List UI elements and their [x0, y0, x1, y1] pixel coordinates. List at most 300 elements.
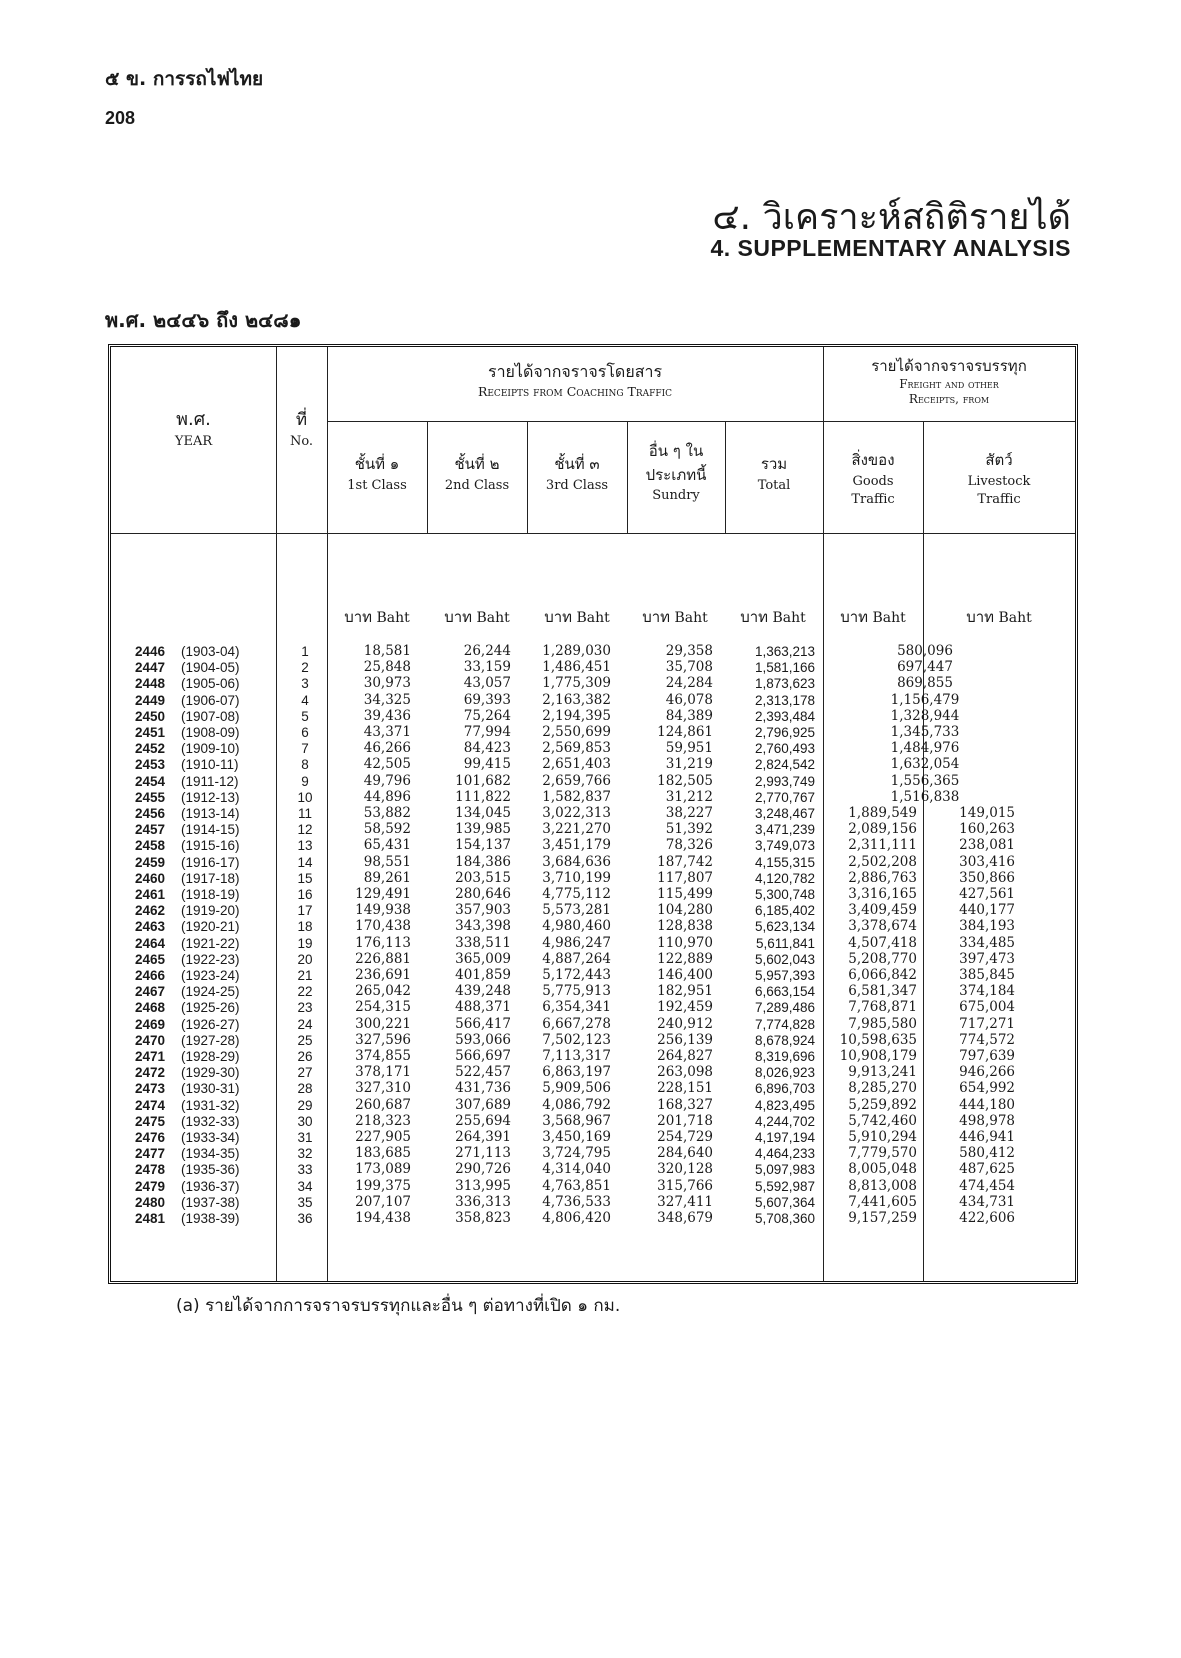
freight-combined-value: 1,556,365 — [890, 772, 960, 789]
year-gregorian: (1918-19) — [181, 887, 240, 902]
third-class-value: 6,863,197 — [542, 1064, 611, 1081]
second-class-value: 134,045 — [455, 805, 511, 821]
third-class-value: 2,569,853 — [542, 740, 611, 757]
livestock-value: 498,978 — [959, 1112, 1015, 1129]
sundry-value: 35,708 — [665, 659, 713, 676]
section-title-english: 4. SUPPLEMENTARY ANALYSIS — [710, 235, 1071, 261]
col-header-3rd-class: ชั้นที่ ๓ 3rd Class — [545, 455, 609, 493]
second-class-value: 439,248 — [455, 983, 511, 1000]
year-gregorian: (1908-09) — [181, 725, 240, 740]
first-class-value: 194,438 — [355, 1210, 411, 1226]
sundry-value: 51,392 — [665, 821, 713, 838]
total-value: 8,026,923 — [754, 1065, 815, 1081]
sundry-value: 192,459 — [657, 999, 713, 1016]
table-row: 2456 (1913-14) 11 53,882 134,045 3,022,313 38,227 3,248,467 1,889,549 149,015 — [135, 805, 1015, 821]
first-class-value: 30,973 — [363, 675, 411, 692]
third-class-value: 4,986,247 — [542, 934, 611, 951]
year-gregorian: (1931-32) — [181, 1097, 240, 1113]
year-gregorian: (1921-22) — [181, 935, 240, 951]
freight-combined-value: 1,345,733 — [890, 724, 960, 740]
livestock-value: 397,473 — [959, 950, 1015, 967]
year-gregorian: (1915-16) — [181, 838, 240, 854]
third-class-value: 3,022,313 — [542, 805, 611, 821]
year-gregorian: (1903-04) — [181, 644, 240, 659]
sundry-value: 320,128 — [657, 1161, 713, 1178]
sundry-value: 110,970 — [657, 934, 713, 951]
second-class-value: 343,398 — [455, 918, 511, 935]
goods-value: 5,742,460 — [848, 1112, 917, 1129]
third-class-value: 1,486,451 — [542, 659, 611, 676]
table-row: 2477 (1934-35) 32 183,685 271,113 3,724,795 284,640 4,464,233 7,779,570 580,412 — [135, 1145, 1015, 1162]
table-row: 2461 (1918-19) 16 129,491 280,646 4,775,112 115,499 5,300,748 3,316,165 427,561 — [135, 886, 1015, 902]
livestock-value: 160,263 — [959, 821, 1015, 838]
first-class-value: 327,596 — [355, 1031, 411, 1048]
livestock-value: 149,015 — [959, 805, 1015, 821]
table-row: 2481 (1938-39) 36 194,438 358,823 4,806,420 348,679 5,708,360 9,157,259 422,606 — [135, 1210, 1015, 1226]
livestock-value: 385,845 — [959, 967, 1015, 983]
sundry-value: 84,389 — [665, 707, 713, 724]
sundry-value: 348,679 — [657, 1210, 713, 1226]
second-class-value: 522,457 — [455, 1064, 511, 1081]
row-number: 17 — [297, 903, 313, 919]
sundry-value: 201,718 — [657, 1112, 713, 1129]
row-number: 18 — [297, 919, 313, 935]
year-gregorian: (1916-17) — [181, 854, 240, 870]
first-class-value: 227,905 — [355, 1129, 411, 1145]
third-class-value: 2,659,766 — [542, 772, 611, 789]
first-class-value: 46,266 — [363, 740, 411, 757]
table-row: 2447 (1904-05) 2 25,848 33,159 1,486,451 35,708 1,581,166 697,447 — [111, 659, 1075, 676]
third-class-value: 3,450,169 — [542, 1129, 611, 1145]
first-class-value: 58,592 — [363, 821, 411, 838]
total-value: 1,363,213 — [754, 644, 815, 659]
livestock-value: 797,639 — [959, 1048, 1015, 1064]
second-class-value: 111,822 — [455, 788, 511, 805]
third-class-value: 3,568,967 — [542, 1112, 611, 1129]
table-row: 2463 (1920-21) 18 170,438 343,398 4,980,460 128,838 5,623,134 3,378,674 384,193 — [135, 918, 1015, 935]
total-value: 3,471,239 — [754, 822, 815, 838]
table-row: 2478 (1935-36) 33 173,089 290,726 4,314,040 320,128 5,097,983 8,005,048 487,625 — [135, 1161, 1015, 1178]
total-value: 7,289,486 — [754, 1000, 815, 1016]
third-class-value: 4,887,264 — [542, 950, 611, 967]
goods-value: 10,908,179 — [839, 1048, 917, 1064]
running-header: ๕ ข. การรถไฟไทย — [105, 68, 264, 90]
table-row: 2458 (1915-16) 13 65,431 154,137 3,451,179 78,326 3,749,073 2,311,111 238,081 — [135, 837, 1015, 854]
second-class-value: 566,417 — [455, 1015, 511, 1032]
table-row: 2468 (1925-26) 23 254,315 488,371 6,354,341 192,459 7,289,486 7,768,871 675,004 — [135, 999, 1015, 1016]
row-number: 34 — [297, 1178, 313, 1194]
first-class-value: 43,371 — [363, 724, 411, 740]
goods-value: 10,598,635 — [839, 1031, 917, 1048]
row-number: 3 — [301, 676, 309, 692]
year-gregorian: (1922-23) — [181, 951, 240, 967]
total-value: 5,592,987 — [754, 1178, 815, 1194]
third-class-value: 3,684,636 — [542, 853, 611, 870]
first-class-value: 42,505 — [363, 756, 411, 773]
row-number: 33 — [297, 1162, 313, 1178]
row-number: 20 — [297, 951, 313, 967]
third-class-value: 4,736,533 — [542, 1193, 611, 1210]
sundry-value: 228,151 — [657, 1080, 713, 1097]
freight-combined-value: 1,516,838 — [890, 788, 960, 805]
first-class-value: 129,491 — [355, 886, 411, 902]
total-value: 5,957,393 — [754, 968, 815, 983]
row-number: 7 — [301, 741, 309, 757]
sundry-value: 29,358 — [665, 643, 713, 659]
total-value: 2,760,493 — [754, 741, 815, 757]
livestock-value: 374,184 — [959, 983, 1015, 1000]
livestock-value: 946,266 — [959, 1064, 1015, 1081]
first-class-value: 18,581 — [363, 643, 411, 659]
total-value: 4,197,194 — [754, 1130, 815, 1145]
third-class-value: 5,172,443 — [542, 967, 611, 983]
year-gregorian: (1935-36) — [181, 1162, 240, 1178]
table-row: 2462 (1919-20) 17 149,938 357,903 5,573,281 104,280 6,185,402 3,409,459 440,177 — [135, 902, 1015, 919]
col-header-livestock: สัตว์ Livestock Traffic — [967, 451, 1031, 507]
goods-value: 2,886,763 — [848, 869, 917, 886]
total-value: 5,097,983 — [754, 1162, 815, 1178]
goods-value: 6,066,842 — [848, 967, 917, 983]
second-class-value: 99,415 — [463, 756, 511, 773]
sundry-value: 78,326 — [665, 837, 713, 854]
year-gregorian: (1913-14) — [181, 806, 240, 821]
row-number: 14 — [297, 854, 313, 870]
first-class-value: 236,691 — [355, 967, 411, 983]
total-value: 5,300,748 — [754, 887, 815, 902]
sundry-value: 31,212 — [665, 788, 713, 805]
second-class-value: 280,646 — [455, 886, 511, 902]
table-row: 2464 (1921-22) 19 176,113 338,511 4,986,247 110,970 5,611,841 4,507,418 334,485 — [135, 934, 1015, 951]
sundry-value: 264,827 — [657, 1048, 713, 1064]
freight-combined-value: 1,328,944 — [890, 707, 960, 724]
total-value: 6,185,402 — [754, 903, 815, 919]
unit-label: บาท Baht — [444, 608, 510, 626]
col-header-sundry: อื่น ๆ ใน ประเภทนี้ Sundry — [645, 442, 707, 503]
total-value: 4,244,702 — [754, 1113, 815, 1129]
year-gregorian: (1928-29) — [181, 1049, 240, 1064]
total-value: 4,120,782 — [754, 870, 815, 886]
section-title-thai: ๔. วิเคราะห์สถิติรายได้ — [712, 197, 1071, 238]
unit-label: บาท Baht — [544, 608, 610, 626]
row-number: 16 — [297, 887, 313, 902]
total-value: 2,393,484 — [754, 708, 815, 724]
second-class-value: 255,694 — [455, 1112, 511, 1129]
second-class-value: 101,682 — [455, 772, 511, 789]
first-class-value: 226,881 — [355, 950, 411, 967]
third-class-value: 2,194,395 — [542, 707, 611, 724]
freight-combined-value: 697,447 — [897, 659, 953, 676]
first-class-value: 34,325 — [363, 691, 411, 708]
year-gregorian: (1923-24) — [181, 968, 240, 983]
second-class-value: 43,057 — [463, 675, 511, 692]
year-gregorian: (1905-06) — [181, 676, 240, 692]
table-row: 2474 (1931-32) 29 260,687 307,689 4,086,792 168,327 4,823,495 5,259,892 444,180 — [135, 1096, 1015, 1113]
year-gregorian: (1936-37) — [181, 1178, 240, 1194]
goods-value: 8,285,270 — [848, 1080, 917, 1097]
unit-label: บาท Baht — [344, 608, 410, 626]
third-class-value: 6,667,278 — [542, 1015, 611, 1032]
col-header-2nd-class: ชั้นที่ ๒ 2nd Class — [444, 455, 510, 493]
goods-value: 8,813,008 — [848, 1177, 917, 1194]
first-class-value: 173,089 — [355, 1161, 411, 1178]
livestock-value: 474,454 — [959, 1177, 1015, 1194]
row-number: 30 — [297, 1113, 313, 1129]
livestock-value: 238,081 — [959, 837, 1015, 854]
goods-value: 5,259,892 — [848, 1096, 917, 1113]
third-class-value: 7,113,317 — [542, 1048, 611, 1064]
first-class-value: 254,315 — [355, 999, 411, 1016]
total-value: 6,663,154 — [754, 984, 815, 1000]
table-row: 2455 (1912-13) 10 44,896 111,822 1,582,837 31,212 2,770,767 1,516,838 — [111, 789, 1075, 806]
third-class-value: 1,775,309 — [542, 675, 611, 692]
first-class-value: 183,685 — [355, 1145, 411, 1162]
row-number: 4 — [301, 692, 309, 708]
row-number: 22 — [297, 984, 313, 1000]
first-class-value: 149,938 — [355, 902, 411, 919]
goods-value: 5,208,770 — [848, 950, 917, 967]
first-class-value: 260,687 — [355, 1096, 411, 1113]
third-class-value: 7,502,123 — [542, 1031, 611, 1048]
sundry-value: 59,951 — [665, 740, 713, 757]
sundry-value: 254,729 — [657, 1129, 713, 1145]
first-class-value: 176,113 — [355, 934, 411, 951]
second-class-value: 358,823 — [455, 1210, 511, 1226]
livestock-value: 303,416 — [959, 853, 1015, 870]
second-class-value: 184,386 — [455, 853, 511, 870]
year-gregorian: (1938-39) — [181, 1211, 240, 1226]
row-number: 11 — [297, 806, 312, 821]
sundry-value: 117,807 — [657, 869, 713, 886]
unit-label: บาท Baht — [840, 608, 906, 626]
third-class-value: 3,451,179 — [542, 837, 611, 854]
row-number: 1 — [301, 644, 309, 659]
footnote: (a) รายได้จากการจราจรบรรทุกและอื่น ๆ ต่อทางที่เปิด ๑ กม. — [176, 1296, 621, 1316]
goods-value: 7,985,580 — [848, 1015, 917, 1032]
table-row: 2453 (1910-11) 8 42,505 99,415 2,651,403 31,219 2,824,542 1,632,054 — [111, 756, 1075, 773]
goods-value: 9,913,241 — [848, 1064, 917, 1081]
second-class-value: 154,137 — [455, 837, 511, 854]
total-value: 3,749,073 — [754, 838, 815, 854]
year-gregorian: (1910-11) — [181, 757, 239, 773]
total-value: 6,896,703 — [754, 1081, 815, 1097]
first-class-value: 265,042 — [355, 983, 411, 1000]
row-number: 19 — [297, 935, 313, 951]
col-header-1st-class: ชั้นที่ ๑ 1st Class — [347, 455, 407, 493]
sundry-value: 263,098 — [657, 1064, 713, 1081]
first-class-value: 374,855 — [355, 1048, 411, 1064]
livestock-value: 427,561 — [959, 886, 1015, 902]
second-class-value: 566,697 — [455, 1048, 511, 1064]
second-class-value: 26,244 — [463, 643, 511, 659]
sundry-value: 284,640 — [657, 1145, 713, 1162]
second-class-value: 336,313 — [455, 1193, 511, 1210]
sundry-value: 31,219 — [665, 756, 713, 773]
third-class-value: 2,550,699 — [542, 724, 611, 740]
table-row: 2450 (1907-08) 5 39,436 75,264 2,194,395 84,389 2,393,484 1,328,944 — [111, 708, 1075, 725]
row-number: 6 — [301, 725, 309, 740]
goods-value: 2,311,111 — [848, 837, 917, 854]
year-gregorian: (1904-05) — [181, 660, 240, 676]
total-value: 1,873,623 — [754, 676, 815, 692]
first-class-value: 199,375 — [355, 1177, 411, 1194]
livestock-value: 422,606 — [959, 1210, 1015, 1226]
livestock-value: 350,866 — [959, 869, 1015, 886]
first-class-value: 39,436 — [363, 707, 411, 724]
second-class-value: 357,903 — [455, 902, 511, 919]
row-number: 5 — [301, 708, 309, 724]
second-class-value: 365,009 — [455, 950, 511, 967]
second-class-value: 290,726 — [455, 1161, 511, 1178]
sundry-value: 256,139 — [657, 1031, 713, 1048]
total-value: 4,464,233 — [754, 1146, 815, 1162]
sundry-value: 315,766 — [657, 1177, 713, 1194]
second-class-value: 271,113 — [455, 1145, 511, 1162]
second-class-value: 75,264 — [463, 707, 511, 724]
livestock-value: 384,193 — [959, 918, 1015, 935]
livestock-value: 717,271 — [959, 1015, 1015, 1032]
sundry-value: 128,838 — [657, 918, 713, 935]
goods-value: 7,441,605 — [848, 1193, 917, 1210]
third-class-value: 5,775,913 — [542, 983, 611, 1000]
first-class-value: 49,796 — [363, 772, 411, 789]
third-class-value: 3,221,270 — [542, 821, 611, 838]
year-gregorian: (1909-10) — [181, 741, 240, 757]
first-class-value: 170,438 — [355, 918, 411, 935]
freight-combined-value: 1,484,976 — [890, 740, 960, 757]
year-gregorian: (1911-12) — [181, 773, 239, 789]
year-gregorian: (1912-13) — [181, 789, 240, 805]
year-gregorian: (1919-20) — [181, 903, 240, 919]
table-row: 2479 (1936-37) 34 199,375 313,995 4,763,851 315,766 5,592,987 8,813,008 474,454 — [135, 1177, 1015, 1194]
row-number: 15 — [297, 870, 313, 886]
livestock-value: 444,180 — [959, 1096, 1015, 1113]
second-class-value: 77,994 — [463, 724, 511, 740]
total-value: 5,602,043 — [754, 951, 815, 967]
second-class-value: 33,159 — [463, 659, 511, 676]
total-value: 7,774,828 — [754, 1016, 815, 1032]
first-class-value: 89,261 — [363, 869, 411, 886]
sundry-value: 122,889 — [657, 950, 713, 967]
table-row: 2473 (1930-31) 28 327,310 431,736 5,909,506 228,151 6,896,703 8,285,270 654,992 — [135, 1080, 1015, 1097]
table-row: 2472 (1929-30) 27 378,171 522,457 6,863,197 263,098 8,026,923 9,913,241 946,266 — [135, 1064, 1015, 1081]
sundry-value: 182,951 — [657, 983, 713, 1000]
total-value: 5,623,134 — [754, 919, 815, 935]
first-class-value: 98,551 — [363, 853, 411, 870]
freight-combined-value: 869,855 — [897, 675, 953, 692]
sundry-value: 182,505 — [657, 772, 713, 789]
first-class-value: 327,310 — [355, 1080, 411, 1097]
row-number: 9 — [301, 773, 309, 789]
sundry-value: 187,742 — [657, 853, 713, 870]
table-row: 2471 (1928-29) 26 374,855 566,697 7,113,317 264,827 8,319,696 10,908,179 797,639 — [135, 1048, 1015, 1064]
table-row: 2449 (1906-07) 4 34,325 69,393 2,163,382 46,078 2,313,178 1,156,479 — [111, 692, 1075, 709]
total-value: 2,993,749 — [754, 773, 815, 789]
year-gregorian: (1924-25) — [181, 984, 240, 1000]
row-number: 12 — [297, 822, 313, 838]
goods-value: 1,889,549 — [848, 805, 917, 821]
total-value: 8,319,696 — [754, 1049, 815, 1064]
second-class-value: 139,985 — [455, 821, 511, 838]
second-class-value: 313,995 — [455, 1177, 511, 1194]
row-number: 26 — [297, 1049, 313, 1064]
table-row: 2451 (1908-09) 6 43,371 77,994 2,550,699 124,861 2,796,925 1,345,733 — [111, 724, 1075, 741]
table-row: 2465 (1922-23) 20 226,881 365,009 4,887,264 122,889 5,602,043 5,208,770 397,473 — [135, 950, 1015, 967]
first-class-value: 25,848 — [363, 659, 411, 676]
sundry-value: 327,411 — [657, 1193, 713, 1210]
second-class-value: 264,391 — [455, 1129, 511, 1145]
livestock-value: 434,731 — [959, 1193, 1015, 1210]
table-row: 2476 (1933-34) 31 227,905 264,391 3,450,169 254,729 4,197,194 5,910,294 446,941 — [135, 1129, 1015, 1145]
third-class-value: 5,573,281 — [542, 902, 611, 919]
sundry-value: 24,284 — [665, 675, 713, 692]
livestock-value: 774,572 — [959, 1031, 1015, 1048]
goods-value: 3,378,674 — [848, 918, 917, 935]
year-gregorian: (1917-18) — [181, 870, 240, 886]
first-class-value: 65,431 — [363, 837, 411, 854]
sundry-value: 168,327 — [657, 1096, 713, 1113]
goods-value: 6,581,347 — [848, 983, 917, 1000]
year-gregorian: (1906-07) — [181, 692, 240, 708]
table-row: 2457 (1914-15) 12 58,592 139,985 3,221,270 51,392 3,471,239 2,089,156 160,263 — [135, 821, 1015, 838]
third-class-value: 4,775,112 — [542, 886, 611, 902]
goods-value: 2,089,156 — [848, 821, 917, 838]
second-class-value: 593,066 — [455, 1031, 511, 1048]
total-value: 5,708,360 — [754, 1211, 815, 1226]
row-number: 10 — [297, 789, 313, 805]
total-value: 1,581,166 — [754, 660, 815, 676]
third-class-value: 2,163,382 — [542, 691, 611, 708]
third-class-value: 4,086,792 — [542, 1096, 611, 1113]
first-class-value: 300,221 — [355, 1015, 411, 1032]
period-label: พ.ศ. ๒๔๔๖ ถึง ๒๔๘๑ — [105, 308, 302, 332]
goods-value: 2,502,208 — [848, 853, 917, 870]
year-header: พ.ศ. YEAR — [174, 409, 213, 449]
row-number: 8 — [301, 757, 309, 773]
row-number: 31 — [297, 1130, 313, 1145]
statistics-table — [108, 344, 1078, 1284]
total-value: 5,611,841 — [755, 935, 815, 951]
row-number: 2 — [301, 660, 309, 676]
total-value: 3,248,467 — [754, 806, 815, 821]
table-row: 2448 (1905-06) 3 30,973 43,057 1,775,309 24,284 1,873,623 869,855 — [111, 675, 1075, 692]
row-number: 25 — [297, 1032, 313, 1048]
third-class-value: 3,710,199 — [542, 869, 611, 886]
first-class-value: 207,107 — [355, 1193, 411, 1210]
third-class-value: 1,582,837 — [542, 788, 611, 805]
first-class-value: 53,882 — [363, 805, 411, 821]
no-header: ที่ No. — [289, 410, 314, 449]
row-number: 27 — [297, 1065, 313, 1081]
second-class-value: 307,689 — [455, 1096, 511, 1113]
table-row: 2470 (1927-28) 25 327,596 593,066 7,502,123 256,139 8,678,924 10,598,635 774,572 — [135, 1031, 1015, 1048]
row-number: 28 — [297, 1081, 313, 1097]
year-gregorian: (1933-34) — [181, 1130, 240, 1145]
second-class-value: 69,393 — [463, 691, 511, 708]
total-value: 2,796,925 — [754, 725, 815, 740]
table-row: 2460 (1917-18) 15 89,261 203,515 3,710,199 117,807 4,120,782 2,886,763 350,866 — [135, 869, 1015, 886]
livestock-value: 580,412 — [959, 1145, 1015, 1162]
freight-combined-value: 1,632,054 — [890, 756, 960, 773]
table-row: 2467 (1924-25) 22 265,042 439,248 5,775,913 182,951 6,663,154 6,581,347 374,184 — [135, 983, 1015, 1000]
sundry-value: 46,078 — [665, 691, 713, 708]
year-gregorian: (1930-31) — [181, 1081, 240, 1097]
livestock-value: 654,992 — [959, 1080, 1015, 1097]
year-gregorian: (1914-15) — [181, 822, 240, 838]
table-row: 2446 (1903-04) 1 18,581 26,244 1,289,030 29,358 1,363,213 580,096 — [111, 643, 1075, 660]
sundry-value: 104,280 — [657, 902, 713, 919]
table-row: 2454 (1911-12) 9 49,796 101,682 2,659,766 182,505 2,993,749 1,556,365 — [111, 773, 1075, 790]
goods-value: 3,409,459 — [848, 902, 917, 919]
